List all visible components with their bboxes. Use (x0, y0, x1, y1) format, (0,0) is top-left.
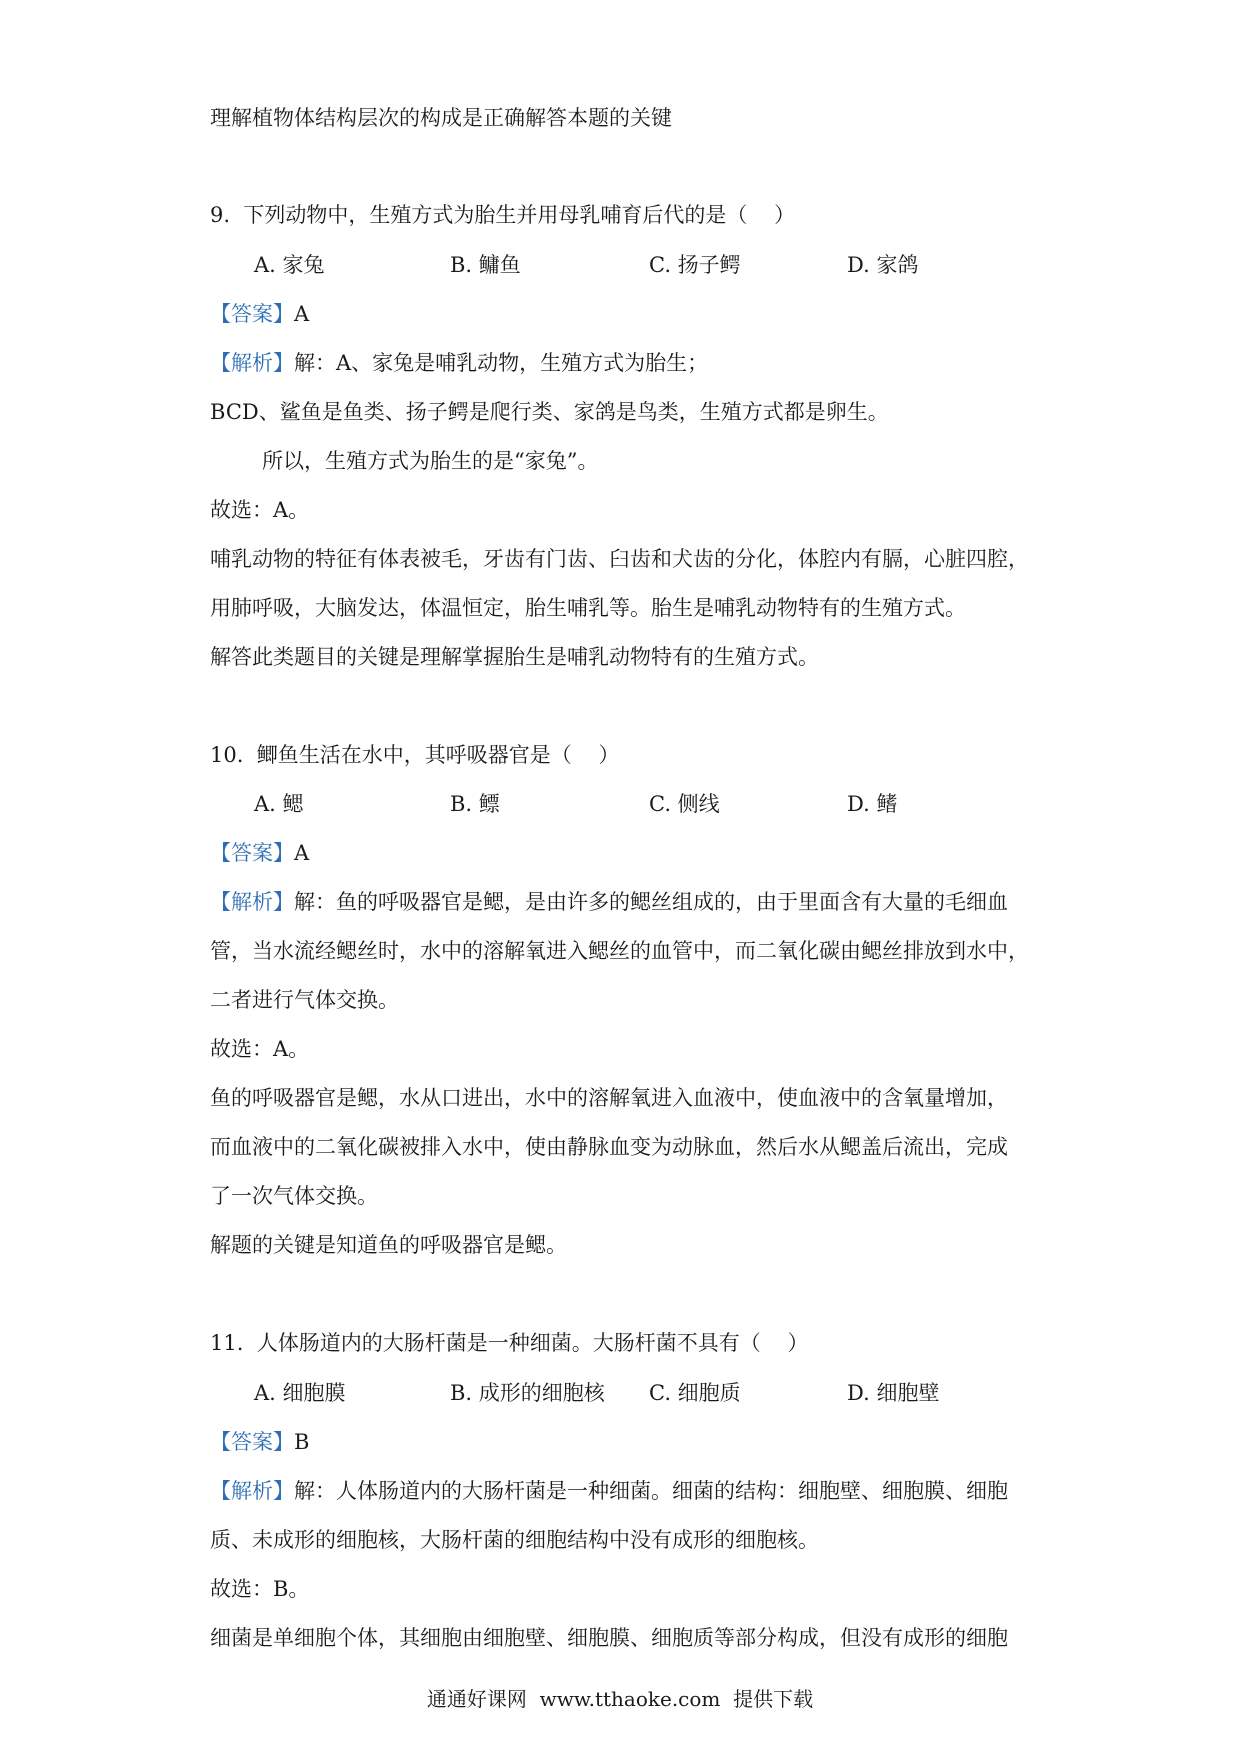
analysis-text: 解：A、家兔是哺乳动物，生殖方式为胎生； (294, 351, 709, 375)
question-9-option-a: A. 家兔 (254, 253, 325, 277)
analysis-text: 解：鱼的呼吸器官是鳃，是由许多的鳃丝组成的，由于里面含有大量的毛细血 (294, 890, 1008, 914)
question-9-answer (210, 300, 309, 328)
question-10-analysis-line-6: 而血液中的二氧化碳被排入水中，使由静脉血变为动脉血，然后水从鳃盖后流出，完成 (210, 1135, 1008, 1159)
question-10-option-c: C. 侧线 (649, 792, 720, 816)
question-10-option-d: D. 鳍 (847, 792, 898, 816)
question-11-stem: 11. 人体肠道内的大肠杆菌是一种细菌。大肠杆菌不具有（ ） (210, 1331, 809, 1355)
answer-tag: 【答案】 (210, 302, 294, 326)
question-10-analysis-line-2: 管，当水流经鳃丝时，水中的溶解氧进入鳃丝的血管中，而二氧化碳由鳃丝排放到水中， (210, 939, 1029, 963)
analysis-tag: 【解析】 (210, 351, 294, 375)
answer-tag: 【答案】 (210, 1430, 294, 1454)
question-10-stem: 10. 鲫鱼生活在水中，其呼吸器官是（ ） (210, 743, 620, 767)
answer-tag: 【答案】 (210, 841, 294, 865)
question-10-option-a: A. 鳃 (254, 792, 304, 816)
question-11-option-c: C. 细胞质 (649, 1381, 741, 1405)
question-9-analysis-line-2: BCD、鲨鱼是鱼类、扬子鳄是爬行类、家鸽是鸟类，生殖方式都是卵生。 (210, 400, 889, 424)
question-9-analysis-line-1 (210, 349, 708, 377)
question-11-analysis-line-3: 故选：B。 (210, 1577, 310, 1601)
question-10-analysis-line-3: 二者进行气体交换。 (210, 988, 399, 1012)
analysis-text: 解：人体肠道内的大肠杆菌是一种细菌。细菌的结构：细胞壁、细胞膜、细胞 (294, 1479, 1008, 1503)
question-9-stem: 9. 下列动物中，生殖方式为胎生并用母乳哺育后代的是（ ） (210, 203, 796, 227)
question-9-option-c: C. 扬子鳄 (649, 253, 741, 277)
analysis-tag: 【解析】 (210, 1479, 294, 1503)
question-10-analysis-line-8: 解题的关键是知道鱼的呼吸器官是鳃。 (210, 1233, 567, 1257)
question-9-option-b: B. 鳙鱼 (450, 253, 521, 277)
intro-text: 理解植物体结构层次的构成是正确解答本题的关键 (210, 106, 672, 130)
question-11-option-d: D. 细胞壁 (847, 1381, 940, 1405)
question-11-analysis-line-4: 细菌是单细胞个体，其细胞由细胞壁、细胞膜、细胞质等部分构成，但没有成形的细胞 (210, 1626, 1008, 1650)
question-10-answer (210, 839, 309, 867)
analysis-tag: 【解析】 (210, 890, 294, 914)
question-9-option-d: D. 家鸽 (847, 253, 919, 277)
question-10-analysis-line-4: 故选：A。 (210, 1037, 310, 1061)
question-11-answer (210, 1428, 309, 1456)
question-9-analysis-line-7: 解答此类题目的关键是理解掌握胎生是哺乳动物特有的生殖方式。 (210, 645, 819, 669)
question-9-analysis-line-5: 哺乳动物的特征有体表被毛，牙齿有门齿、臼齿和犬齿的分化，体腔内有膈，心脏四腔， (210, 547, 1029, 571)
question-10-option-b: B. 鳔 (450, 792, 500, 816)
page-footer: 通通好课网 www.tthaoke.com 提供下载 (426, 1687, 814, 1711)
question-10-analysis-line-1 (210, 888, 1008, 916)
answer-value: A (294, 841, 310, 865)
answer-value: A (294, 302, 310, 326)
question-11-option-a: A. 细胞膜 (254, 1381, 346, 1405)
question-11-analysis-line-2: 质、未成形的细胞核，大肠杆菌的细胞结构中没有成形的细胞核。 (210, 1528, 819, 1552)
question-10-analysis-line-5: 鱼的呼吸器官是鳃，水从口进出，水中的溶解氧进入血液中，使血液中的含氧量增加， (210, 1086, 1008, 1110)
question-10-analysis-line-7: 了一次气体交换。 (210, 1184, 378, 1208)
question-9-analysis-line-3: 所以，生殖方式为胎生的是“家兔”。 (262, 449, 599, 473)
question-9-analysis-line-4: 故选：A。 (210, 498, 310, 522)
answer-value: B (294, 1430, 310, 1454)
question-11-analysis-line-1 (210, 1477, 1008, 1505)
question-9-analysis-line-6: 用肺呼吸，大脑发达，体温恒定，胎生哺乳等。胎生是哺乳动物特有的生殖方式。 (210, 596, 966, 620)
question-11-option-b: B. 成形的细胞核 (450, 1381, 605, 1405)
